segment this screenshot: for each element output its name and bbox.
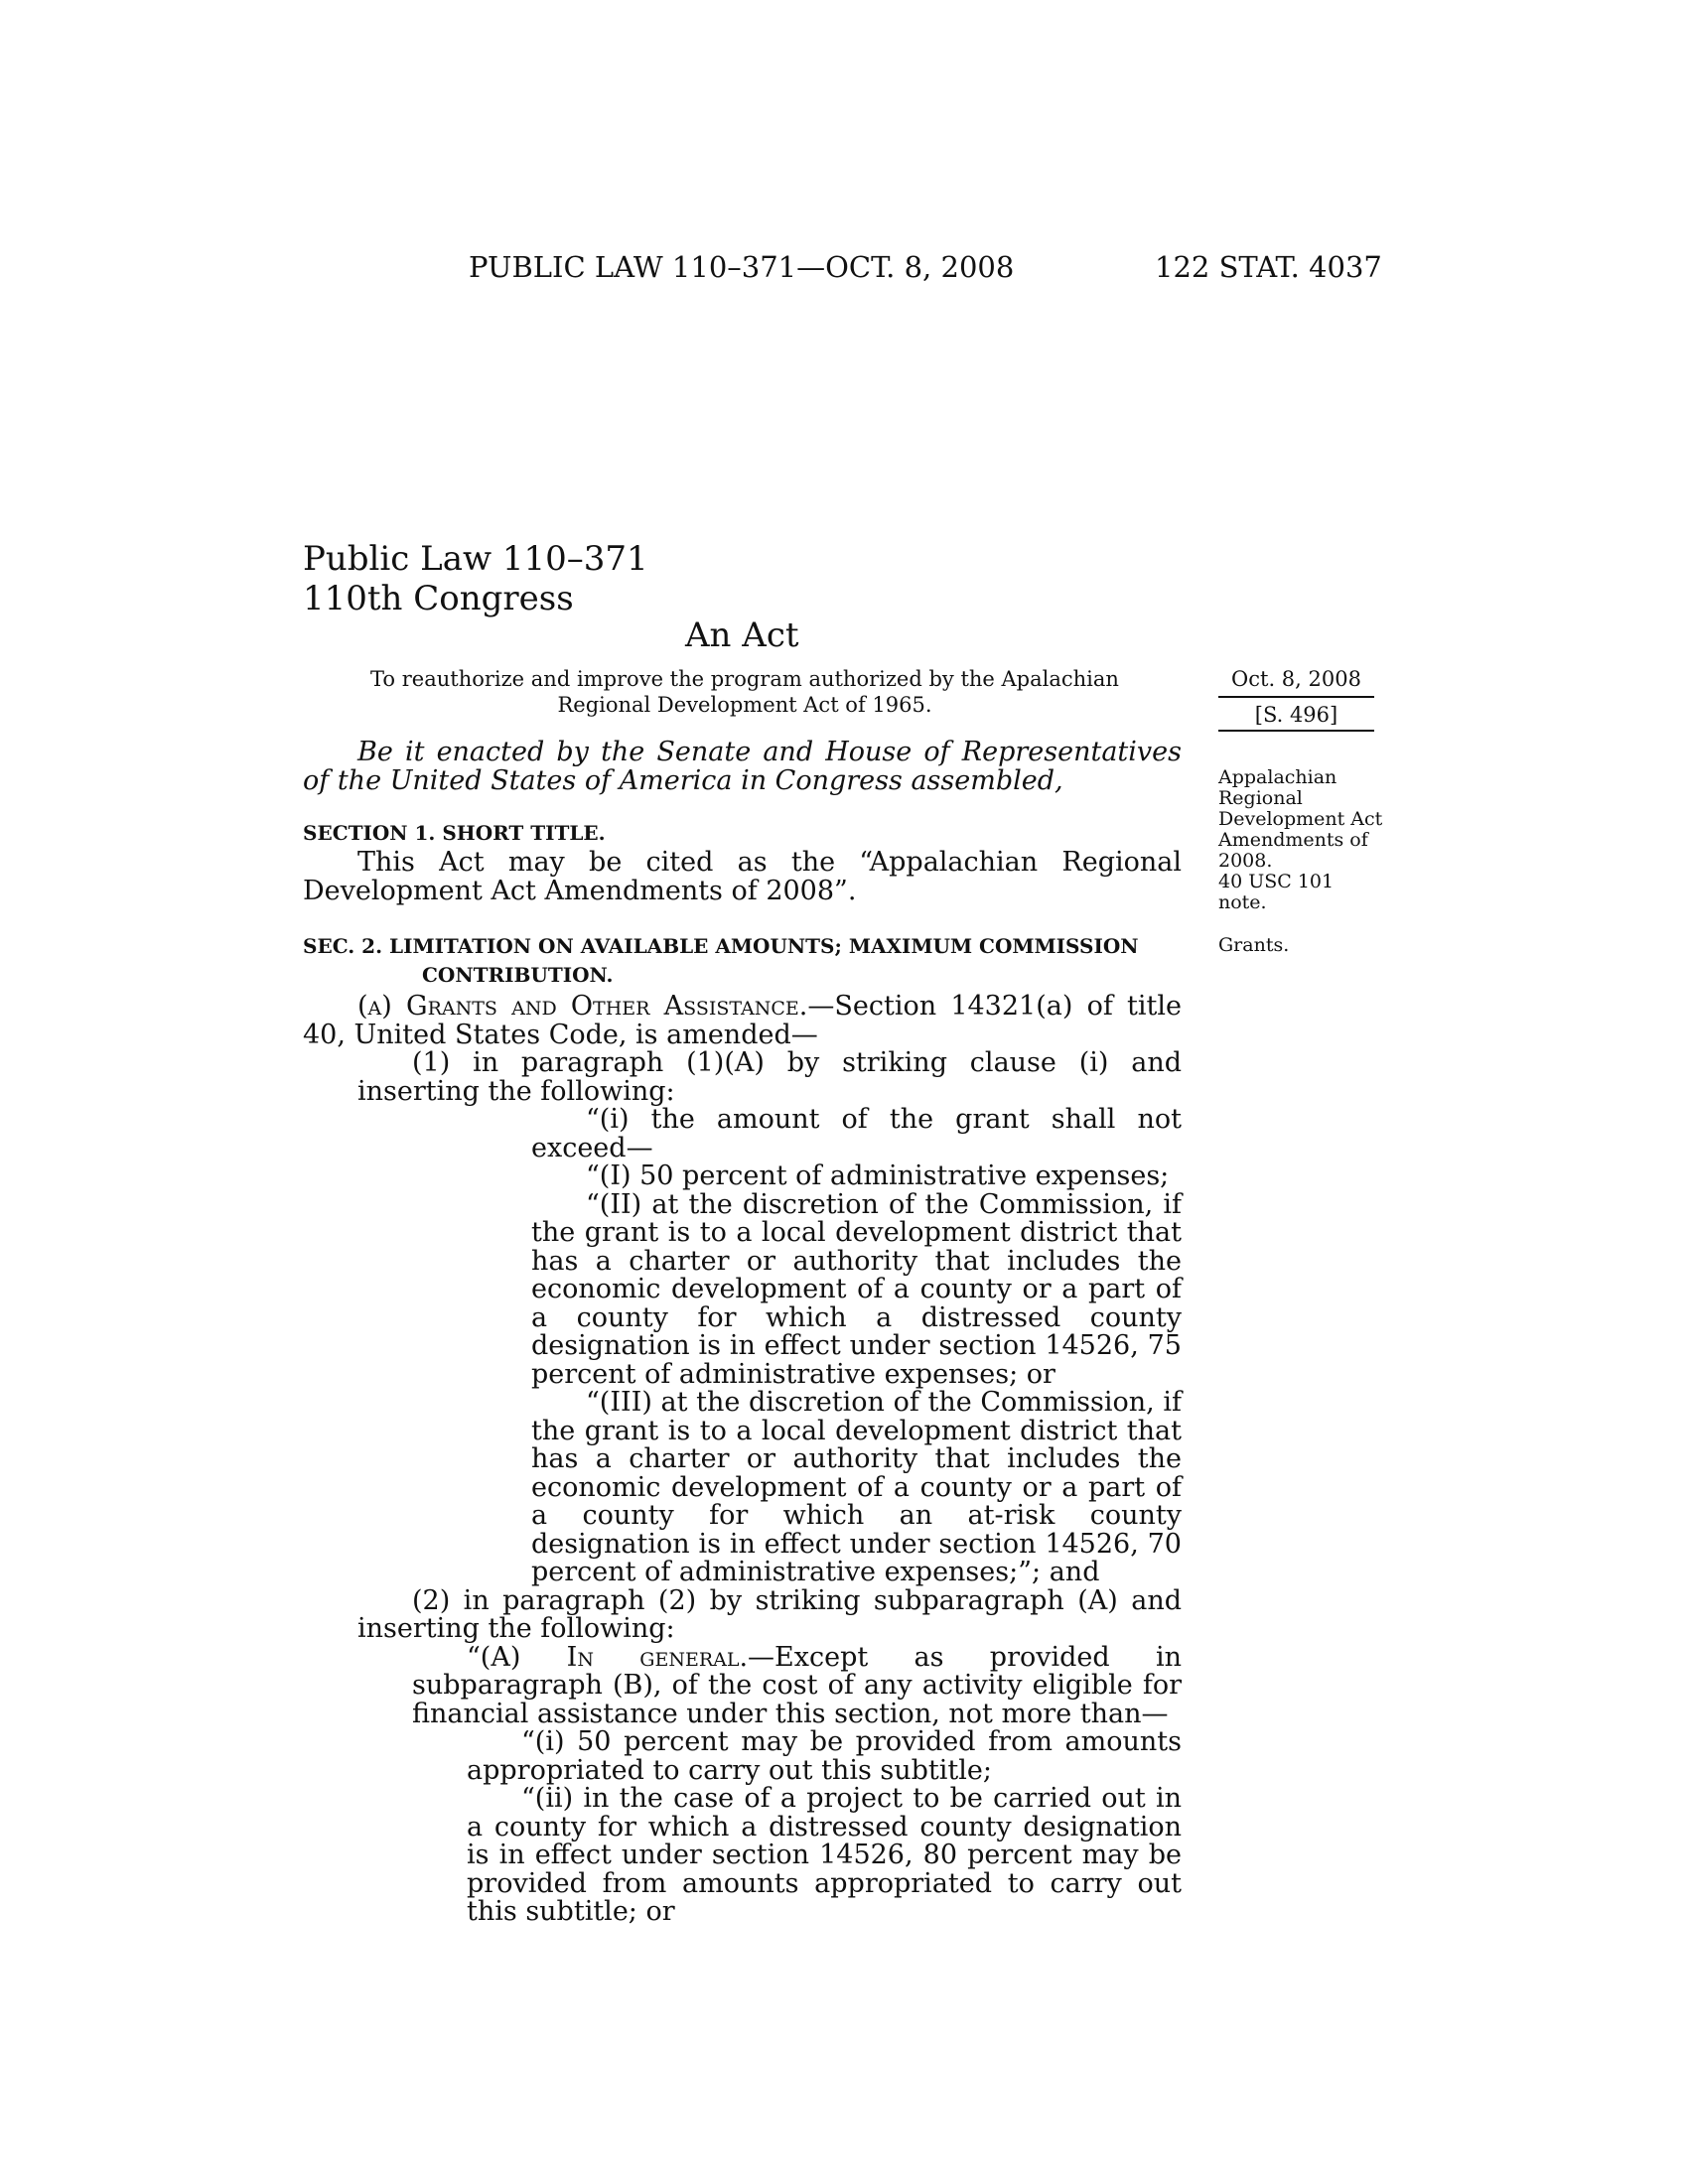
section-1-heading: [303, 818, 1182, 848]
subsection-a: [303, 993, 1182, 1049]
running-header-left: PUBLIC LAW 110–371—OCT. 8, 2008: [469, 250, 1015, 284]
subclause-III: “(III) at the discretion of the Commission, if the grant is to a local development district that has a charter or authority that includes the economic development of a county or a part of a county for which an at-risk county designation is in effect under section 14526, 70 percent of administrative expenses;”; and: [531, 1387, 1182, 1587]
congress-number: 110th Congress: [303, 579, 574, 618]
paragraph-2: (2) in paragraph (2) by striking subparagraph (A) and inserting the following:: [357, 1584, 1182, 1644]
public-law-title-block: [303, 539, 648, 618]
subsection-a-label: (a) Grants and Other Assistance.: [357, 991, 808, 1022]
margin-note-usc: 40 USC 101 note.: [1218, 871, 1335, 913]
section-2-heading: [303, 932, 1182, 989]
section-2-heading-line2: CONTRIBUTION.: [422, 962, 614, 987]
enactment-date-box: [1218, 666, 1374, 732]
clause-A-i: “(i) 50 percent may be provided from amounts appropriated to carry out this subtitle;: [467, 1726, 1182, 1786]
act-purpose: To reauthorize and improve the program authorized by the Apalachian Regional Development Act of 1965.: [370, 667, 1119, 717]
section-1-heading-text: SECTION 1. SHORT TITLE.: [303, 821, 606, 845]
enacting-clause: [303, 739, 1182, 795]
margin-note-act-name: Appalachian Regional Development Act Amendments of 2008.: [1218, 766, 1383, 872]
clause-i: “(i) the amount of the grant shall not exceed—: [531, 1104, 1182, 1163]
subclause-II: “(II) at the discretion of the Commission, if the grant is to a local development district that has a charter or authority that includes the economic development of a county or a part of a county for which a distressed county designation is in effect under section 14526, 75 percent of administrative expenses; or: [531, 1188, 1182, 1390]
subparagraph-A: [303, 1641, 1182, 1729]
enactment-date: Oct. 8, 2008: [1218, 666, 1374, 698]
section-2-heading-line1: SEC. 2. LIMITATION ON AVAILABLE AMOUNTS; MAXIMUM COMMISSION: [303, 934, 1139, 958]
subclause-I: “(I) 50 percent of administrative expenses;: [586, 1160, 1170, 1191]
subparagraph-A-label: “(A) In general.: [467, 1641, 749, 1673]
margin-note-grants: Grants.: [1218, 934, 1290, 956]
clause-A-ii: “(ii) in the case of a project to be carried out in a county for which a distressed county designation is in effect under section 14526, 80 percent may be provided from amounts appropriated to carry out this subtitle; or: [467, 1783, 1182, 1927]
bill-number: [S. 496]: [1218, 698, 1374, 732]
section-1-text: This Act may be cited as the “Appalachian Regional Development Act Amendments of 2008”.: [303, 847, 1182, 906]
page-stat-number: 122 STAT. 4037: [1155, 250, 1382, 284]
public-law-number: Public Law 110–371: [303, 539, 648, 579]
enacting-clause-text: Be it enacted by the Senate and House of Representatives of the United States of America in Congress assembled,: [303, 737, 1182, 796]
subparagraph-A-text: —Except as provided in subparagraph (B), of the cost of any activity eligible for financial assistance under this section, not more than—: [412, 1641, 1182, 1729]
paragraph-1: (1) in paragraph (1)(A) by striking clause (i) and inserting the following:: [357, 1047, 1182, 1107]
margin-note-short-title: [1218, 767, 1387, 913]
section-2-body: [303, 993, 1182, 1927]
subsection-a-text: —Section 14321(a) of title 40, United States Code, is amended—: [303, 991, 1182, 1050]
act-title: An Act: [685, 615, 799, 655]
